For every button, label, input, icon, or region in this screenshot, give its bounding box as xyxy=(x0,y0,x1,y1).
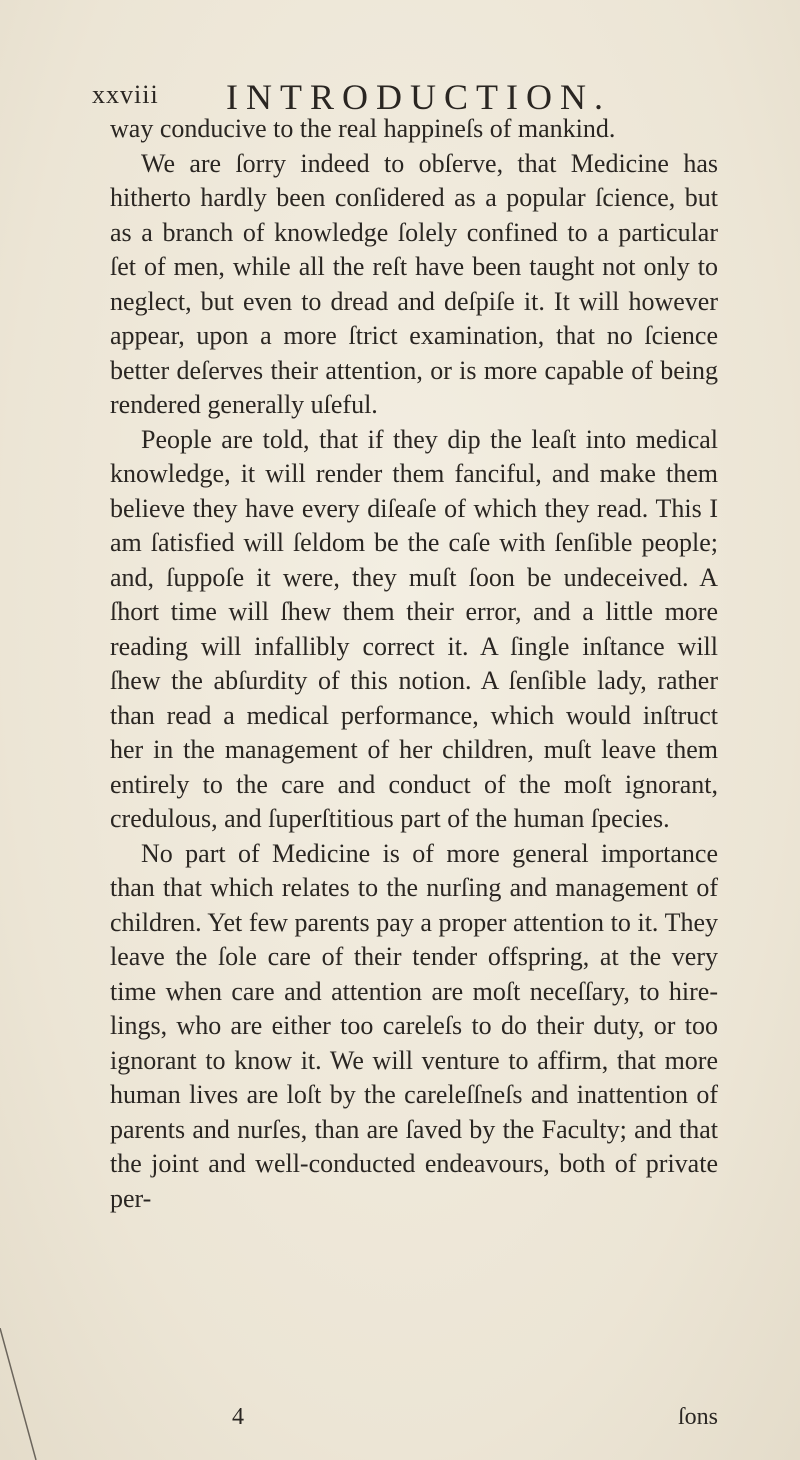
running-title: INTRODUCTION. xyxy=(226,77,611,117)
page-number: xxviii xyxy=(92,80,159,109)
page-edge-line xyxy=(0,1328,40,1460)
page-header xyxy=(92,76,712,116)
page-footer xyxy=(110,1404,718,1440)
paragraph: We are ſorry indeed to obſerve, that Medicine has hitherto hardly been conſidered as a popular ſcience, but as a branch of knowledge ſolely confined to a particular ſet of men, while all the reſt have been taught not only to neglect, but even to dread and deſpiſe it. It will however appear, upon a more ſtrict examination, that no ſcience better deſerves their attention, or is more capable of being rendered generally uſeful. xyxy=(110,148,718,419)
paragraph: People are told, that if they dip the leaſt into medical knowledge, it will render them fanciful, and make them believe they have every diſeaſe of which they read. This I am ſatisfied will ſeldom be the caſe with ſenſible people; and, ſuppoſe it were, they muſt ſoon be undeceived. A ſhort time will ſhew them their error, and a little more reading will infallibly correct it. A ſingle inſtance will ſhew the abſurdity of this notion. A ſenſible lady, rather than read a medical performance, which would inſtruct her in the management of her children, muſt leave them entirely to the care and conduct of the moſt ignorant, credulous, and ſuperſtitious part of the human ſpecies. xyxy=(110,424,718,833)
signature-mark: 4 xyxy=(232,1404,244,1430)
paragraph: way conducive to the real happineſs of mankind. xyxy=(110,114,616,143)
body-text xyxy=(110,112,718,1216)
catchword: ſons xyxy=(677,1404,718,1430)
paragraph: No part of Medicine is of more general importance than that which relates to the nurſing and management of children. Yet few parents pay a proper attention to it. They leave the ſole care of their tender offspring, at the very time when care and attention are moſt neceſſary, to hirelings, who are either too careleſs to do their duty, or too ignorant to know it. We will venture to affirm, that more human lives are loſt by the careleſſneſs and inattention of parents and nurſes, than are ſaved by the Faculty; and that the joint and well-conducted endeavours, both of private per- xyxy=(110,838,718,1213)
